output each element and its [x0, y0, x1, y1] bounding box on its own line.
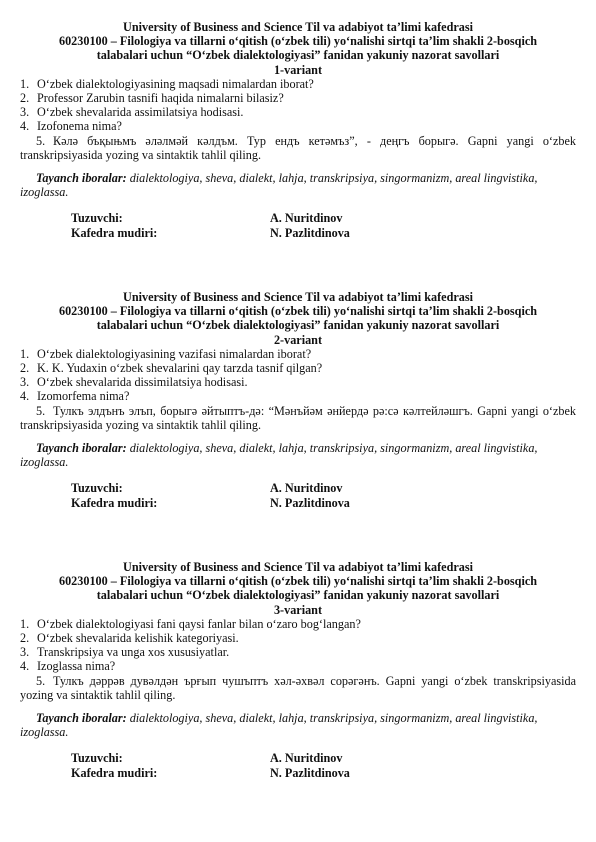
compiler-role: Tuzuvchi:: [71, 751, 123, 766]
header-line-3: talabalari uchun “O‘zbek dialektologiyasi” fanidan yakuniy nazorat savollari: [96, 588, 500, 603]
question-text: O‘zbek dialektologiyasi fani qaysi fanlar bilan o‘zaro bog‘langan?: [37, 616, 361, 631]
head-of-department-name: N. Pazlitdinova: [270, 226, 350, 241]
signature-block: [0, 481, 596, 511]
question-item: 3. Transkripsiya va unga xos xususiyatlar.: [20, 645, 230, 660]
question-list: [0, 617, 596, 702]
header-line-3: talabalari uchun “O‘zbek dialektologiyasi” fanidan yakuniy nazorat savollari: [96, 318, 500, 333]
question-text: Professor Zarubin tasnifi haqida nimalarni bilasiz?: [37, 91, 284, 106]
key-terms: [0, 711, 596, 739]
header-line-1: University of Business and Science Til va adabiyot ta’limi kafedrasi: [123, 290, 473, 304]
question-text: Кәлә бъқыњмъ әләлмәй кәлдъм. Тур ендъ кетәмъз”, - деңгъ борыгә. Gapni yangi o‘zbek transkripsiyasida yozing va sintaktik tahlil qiling.: [20, 133, 576, 162]
header-line-1: University of Business and Science Til va adabiyot ta’limi kafedrasi: [123, 560, 473, 574]
header-line-3: talabalari uchun “O‘zbek dialektologiyasi” fanidan yakuniy nazorat savollari: [96, 48, 500, 63]
question-item: 3. O‘zbek shevalarida assimilatsiya hodisasi.: [20, 105, 244, 120]
head-of-department-name: N. Pazlitdinova: [270, 766, 350, 781]
compiler-role: Tuzuvchi:: [71, 211, 123, 226]
key-terms-label: Tayanch iboralar:: [36, 441, 127, 456]
question-item: 5. Тулкъ дәррәв дувәлдән ърғып чушъптъ хәл-әхвәл сорәгәнъ. Gapni yangi o‘zbek transkripsiyasida yozing va sintaktik tahlil qiling.: [20, 673, 576, 702]
question-text: O‘zbek shevalarida assimilatsiya hodisasi.: [37, 105, 244, 120]
question-text: O‘zbek dialektologiyasining vazifasi nimalardan iborat?: [37, 346, 312, 361]
key-terms-text: dialektologiya, sheva, dialekt, lahja, transkripsiya, singormanizm, areal lingvistika, izoglassa.: [20, 711, 538, 740]
variant-block-1: [0, 20, 596, 241]
question-list: [0, 77, 596, 162]
head-of-department-role: Kafedra mudiri:: [71, 766, 158, 781]
variant-block-3: [0, 560, 596, 781]
question-item: 2. Professor Zarubin tasnifi haqida nimalarni bilasiz?: [20, 91, 284, 106]
question-item: 2. K. K. Yudaxin o‘zbek shevalarini qay tarzda tasnif qilgan?: [20, 361, 323, 376]
header-line-1: University of Business and Science Til va adabiyot ta’limi kafedrasi: [123, 20, 473, 34]
key-terms: [0, 441, 596, 469]
head-of-department-role: Kafedra mudiri:: [71, 226, 158, 241]
question-item: 4. Izofonema nima?: [20, 119, 122, 134]
question-item: 1. O‘zbek dialektologiyasining maqsadi nimalardan iborat?: [20, 76, 314, 91]
compiler-name: A. Nuritdinov: [270, 211, 343, 226]
header: [0, 290, 596, 347]
question-text: O‘zbek dialektologiyasining maqsadi nimalardan iborat?: [37, 76, 314, 91]
question-text: Izofonema nima?: [37, 119, 122, 134]
question-text: K. K. Yudaxin o‘zbek shevalarini qay tarzda tasnif qilgan?: [37, 361, 323, 376]
question-text: Transkripsiya va unga xos xususiyatlar.: [37, 645, 230, 660]
key-terms-label: Tayanch iboralar:: [36, 711, 127, 726]
question-text: O‘zbek shevalarida kelishik kategoriyasi.: [37, 631, 239, 646]
variant-label: 1-variant: [273, 62, 323, 77]
question-item: 5. Кәлә бъқыњмъ әләлмәй кәлдъм. Тур ендъ кетәмъз”, - деңгъ борыгә. Gapni yangi o‘zbek transkripsiyasida yozing va sintaktik tahlil qiling.: [20, 133, 576, 162]
signature-block: [0, 751, 596, 781]
header-line-2: 60230100 – Filologiya va tillarni o‘qitish (o‘zbek tili) yo‘nalishi sirtqi ta’lim shakli 2-bosqich: [58, 34, 538, 49]
variant-label: 3-variant: [273, 602, 323, 617]
key-terms: [0, 171, 596, 199]
question-item: 4. Izomorfema nima?: [20, 389, 130, 404]
compiler-name: A. Nuritdinov: [270, 751, 343, 766]
question-item: 3. O‘zbek shevalarida dissimilatsiya hodisasi.: [20, 375, 248, 390]
signature-block: [0, 211, 596, 241]
question-text: O‘zbek shevalarida dissimilatsiya hodisasi.: [37, 375, 248, 390]
key-terms-text: dialektologiya, sheva, dialekt, lahja, transkripsiya, singormanizm, areal lingvistika, izoglassa.: [20, 441, 538, 470]
compiler-role: Tuzuvchi:: [71, 481, 123, 496]
question-text: Izomorfema nima?: [37, 389, 130, 404]
question-list: [0, 347, 596, 432]
compiler-name: A. Nuritdinov: [270, 481, 343, 496]
header-line-2: 60230100 – Filologiya va tillarni o‘qitish (o‘zbek tili) yo‘nalishi sirtqi ta’lim shakli 2-bosqich: [58, 574, 538, 589]
variant-label: 2-variant: [273, 332, 323, 347]
key-terms-text: dialektologiya, sheva, dialekt, lahja, transkripsiya, singormanizm, areal lingvistika, izoglassa.: [20, 171, 538, 200]
header: [0, 20, 596, 77]
question-text: Тулкъ дәррәв дувәлдән ърғып чушъптъ хәл-әхвәл сорәгәнъ. Gapni yangi o‘zbek transkripsiyasida yozing va sintaktik tahlil qiling.: [20, 673, 576, 702]
question-item: 1. O‘zbek dialektologiyasining vazifasi nimalardan iborat?: [20, 346, 312, 361]
key-terms-label: Tayanch iboralar:: [36, 171, 127, 186]
question-item: 5. Тулкъ элдънъ элъп, борыгә әйтыптъ-дә: “Мәнъйәм әнйердә рә:сә кәлтейләшгъ. Gapni yangi o‘zbek transkripsiyasida yozing va sintaktik tahlil qiling.: [20, 403, 576, 432]
variant-block-2: [0, 290, 596, 511]
question-text: Izoglassa nima?: [37, 659, 116, 674]
header: [0, 560, 596, 617]
head-of-department-name: N. Pazlitdinova: [270, 496, 350, 511]
question-item: 4. Izoglassa nima?: [20, 659, 116, 674]
question-text: Тулкъ элдънъ элъп, борыгә әйтыптъ-дә: “Мәнъйәм әнйердә рә:сә кәлтейләшгъ. Gapni yangi o‘zbek transkripsiyasida yozing va sintaktik tahlil qiling.: [20, 403, 576, 432]
header-line-2: 60230100 – Filologiya va tillarni o‘qitish (o‘zbek tili) yo‘nalishi sirtqi ta’lim shakli 2-bosqich: [58, 304, 538, 319]
question-item: 2. O‘zbek shevalarida kelishik kategoriyasi.: [20, 631, 239, 646]
head-of-department-role: Kafedra mudiri:: [71, 496, 158, 511]
question-item: 1. O‘zbek dialektologiyasi fani qaysi fanlar bilan o‘zaro bog‘langan?: [20, 616, 361, 631]
